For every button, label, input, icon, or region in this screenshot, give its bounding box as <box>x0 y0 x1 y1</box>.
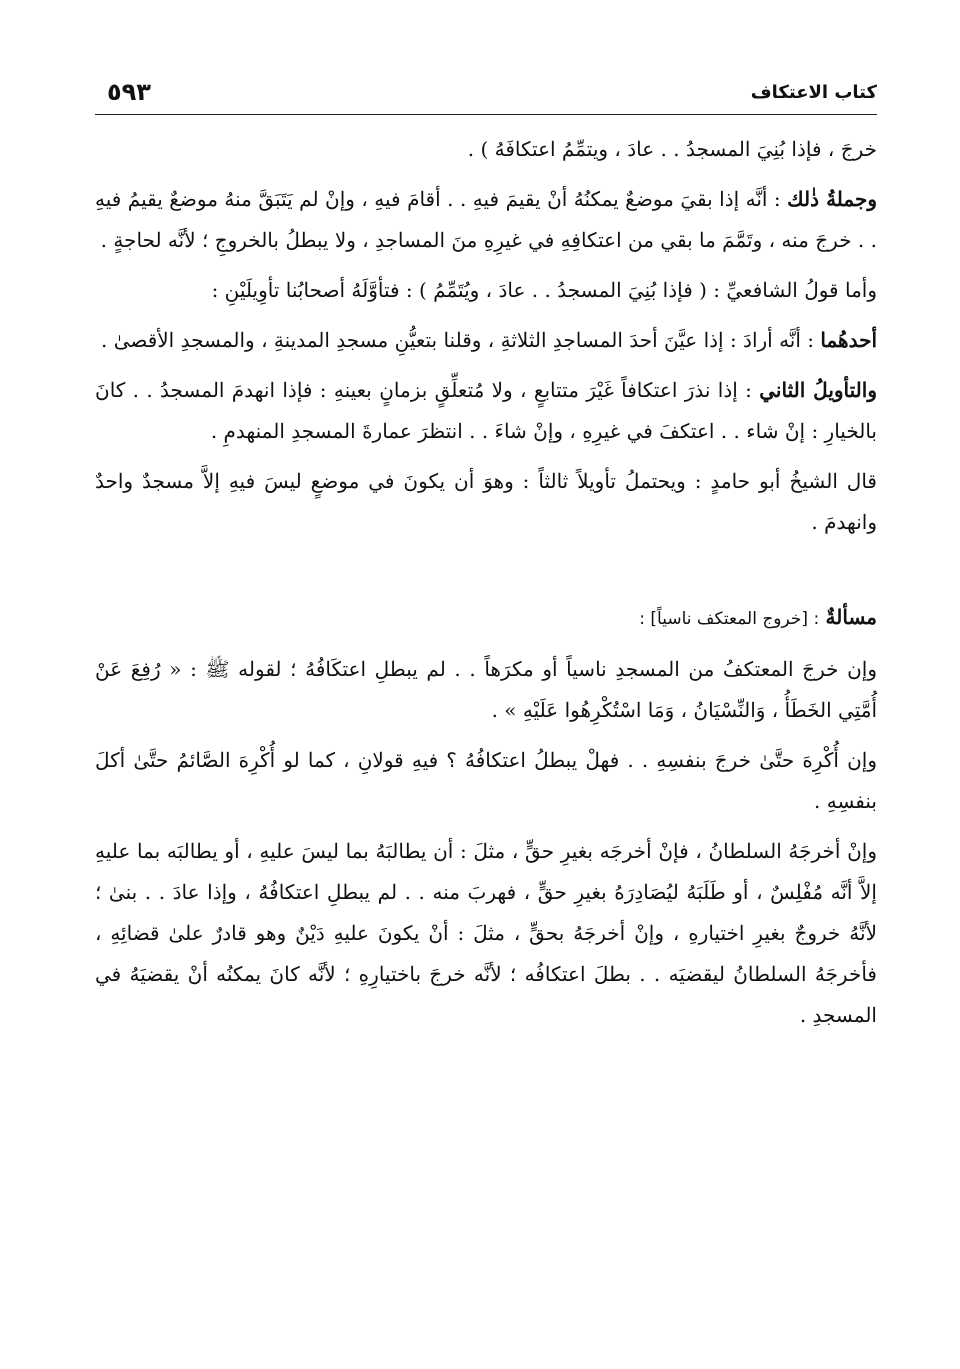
paragraph <box>95 179 877 261</box>
paragraph-lead: والتأويلُ الثاني <box>759 378 877 402</box>
paragraph-text: قال الشيخُ أبو حامدٍ : ويحتملُ تأويلاً ثالثاً : وهوَ أن يكونَ في موضعٍ ليسَ فيهِ إلاَّ مسجدٌ واحدٌ وانهدمَ . <box>95 469 877 534</box>
paragraph-text: : أنَّه أرادَ : إذا عيَّنَ أحدَ المساجدِ الثلاثةِ ، وقلنا بتعيُّنِ مسجدِ المدينةِ ، والمسجدِ الأقصىٰ . <box>100 328 821 352</box>
paragraph-text: : أنَّه إذا بقيَ موضعٌ يمكنُهُ أنْ يقيمَ فيهِ . . أقامَ فيهِ ، وإنْ لم يَتَبَقَّ منهُ موضعٌ يقيمُ فيهِ . . خرجَ منه ، وتَمَّمَ ما بقي من اعتكافِهِ في غيرِهِ منَ المساجدِ ، ولا يبطلُ بالخروجِ ؛ لأنَّه لحاجةٍ . <box>95 187 877 252</box>
paragraph-text: وأما قولُ الشافعيِّ : ( فإذا بُنِيَ المسجدُ . . عادَ ، ويُتَمِّمُ ) : فتأوَّلَهُ أصحابُنا تأوِيلَيْنِ : <box>211 278 877 302</box>
paragraph-text: وإن أُكْرِهَ حتَّىٰ خرجَ بنفسِهِ . . فهلْ يبطلُ اعتكافُهُ ؟ فيهِ قولانِ ، كما لو أُكْرِهَ الصَّائمُ حتَّىٰ أكلَ بنفسِهِ . <box>95 748 877 813</box>
page <box>95 70 877 1045</box>
section-heading <box>95 597 877 640</box>
paragraph <box>95 370 877 452</box>
paragraph <box>95 320 877 361</box>
paragraph <box>95 129 877 170</box>
masala-label: مسألةٌ <box>825 605 877 629</box>
page-header <box>95 70 877 115</box>
running-title: كتاب الاعتكاف <box>750 82 877 103</box>
body-text <box>95 129 877 1036</box>
paragraph-text: خرجَ ، فإذا بُنِيَ المسجدُ . . عادَ ، ويتمِّمُ اعتكافَهُ ) . <box>467 137 877 161</box>
masala-title: : [خروج المعتكف ناسياً] : <box>639 609 820 629</box>
paragraph-lead: وجملةُ ذٰلك <box>787 187 877 211</box>
paragraph <box>95 649 877 731</box>
paragraph-text: وإن خرجَ المعتكفُ من المسجدِ ناسياً أو مكرَهاً . . لم يبطلِ اعتكَافُهُ ؛ لقوله ﷺ : « رُفِعَ عَنْ أُمَّتِي الخَطَأُ ، وَالنِّسْيَانُ ، وَمَا اسْتُكْرِهُوا عَلَيْهِ » . <box>95 657 877 722</box>
paragraph <box>95 740 877 822</box>
paragraph <box>95 831 877 1036</box>
paragraph <box>95 461 877 543</box>
paragraph-lead: أحدهُما <box>820 328 877 352</box>
page-number: ٥٩٣ <box>107 78 151 106</box>
paragraph <box>95 270 877 311</box>
paragraph-text: : إذا نذرَ اعتكافاً غَيْرَ متتابعٍ ، ولا مُتعلِّقٍ بزمانٍ بعينهِ : فإذا انهدمَ المسجدُ . . كانَ بالخيارِ : إنْ شاء . . اعتكفَ في غيرِهِ ، وإنْ شاءَ . . انتظرَ عمارةَ المسجدِ المنهدمِ . <box>95 378 877 443</box>
paragraph-text: وإنْ أخرجَهُ السلطانُ ، فإنْ أخرجَه بغيرِ حقٍّ ، مثلَ : أن يطالبَهُ بما ليسَ عليهِ ، أو يطالبَه بما عليهِ إلاَّ أنَّه مُفْلِسٌ ، أو طَلَبَهُ ليُصَادِرَهُ بغيرِ حقٍّ ، فهربَ منه . . لم يبطلِ اعتكافُهُ ، وإذا عادَ . . بنىٰ ؛ لأنَّهُ خروجٌ بغيرِ اختيارهِ ، وإنْ أخرجَهُ بحقٍّ ، مثلَ : أنْ يكونَ عليهِ دَيْنٌ وهو قادرٌ علىٰ قضائِهِ ، فأخرجَهُ السلطانُ ليقضيَه . . بطلَ اعتكافُه ؛ لأنَّه خرجَ باختيارِهِ ؛ لأنَّه كانَ يمكنُه أنْ يقضيَهُ في المسجدِ . <box>95 839 877 1027</box>
